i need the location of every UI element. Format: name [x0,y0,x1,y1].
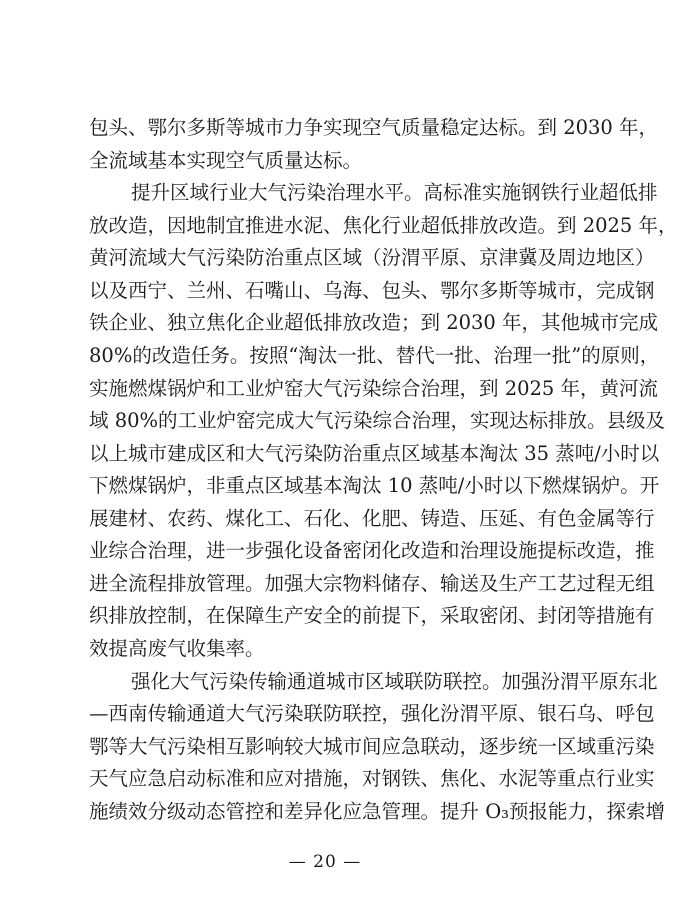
page-number: — 20 — [288,852,362,872]
text-line: 包头、鄂尔多斯等城市力争实现空气质量稳定达标。到 2030 年， [89,116,659,139]
text-line: 下燃煤锅炉，非重点区域基本淘汰 10 蒸吨/小时以下燃煤锅炉。开 [89,474,660,498]
text-line: 黄河流域大气污染防治重点区域（汾渭平原、京津冀及周边地区） [89,246,655,270]
text-line: 实施燃煤锅炉和工业炉窑大气污染综合治理，到 2025 年，黄河流 [89,376,659,400]
text-line: 鄂等大气污染相互影响较大城市间应急联动，逐步统一区域重污染 [89,734,655,758]
text-line: 施绩效分级动态管控和差异化应急管理。提升 O₃预报能力，探索增 [89,799,666,823]
text-line: 80%的改造任务。按照“淘汰一批、替代一批、治理一批”的原则， [89,343,660,367]
text-line: 铁企业、独立焦化企业超低排放改造；到 2030 年，其他城市完成 [89,311,659,335]
body-text [89,112,678,828]
text-line: 进全流程排放管理。加强大宗物料储存、输送及生产工艺过程无组 [89,571,655,595]
paragraph [89,112,659,177]
text-line: 天气应急启动标准和应对措施，对钢铁、焦化、水泥等重点行业实 [89,767,655,791]
text-line: 以上城市建成区和大气污染防治重点区域基本淘汰 35 蒸吨/小时以 [89,441,660,465]
text-line: 提升区域行业大气污染治理水平。高标准实施钢铁行业超低排 [131,181,658,205]
text-line: 展建材、农药、煤化工、石化、化肥、铸造、压延、有色金属等行 [89,506,655,530]
text-line: 强化大气污染传输通道城市区域联防联控。加强汾渭平原东北 [131,669,658,693]
text-line: 业综合治理，进一步强化设备密闭化改造和治理设施提标改造，推 [89,539,655,563]
text-line: 以及西宁、兰州、石嘴山、乌海、包头、鄂尔多斯等城市，完成钢 [89,278,655,302]
paragraph [89,177,678,665]
text-line: 域 80%的工业炉窑完成大气污染综合治理，实现达标排放。县级及 [89,409,666,433]
text-line: 全流域基本实现空气质量达标。 [89,148,363,172]
text-line: 织排放控制，在保障生产安全的前提下，采取密闭、封闭等措施有 [89,604,655,628]
text-line: 效提高废气收集率。 [89,637,265,660]
text-line: 放改造，因地制宜推进水泥、焦化行业超低排放改造。到 2025 年， [89,213,678,237]
text-line: —西南传输通道大气污染联防联控，强化汾渭平原、银石乌、呼包 [89,702,655,726]
paragraph [89,666,666,829]
